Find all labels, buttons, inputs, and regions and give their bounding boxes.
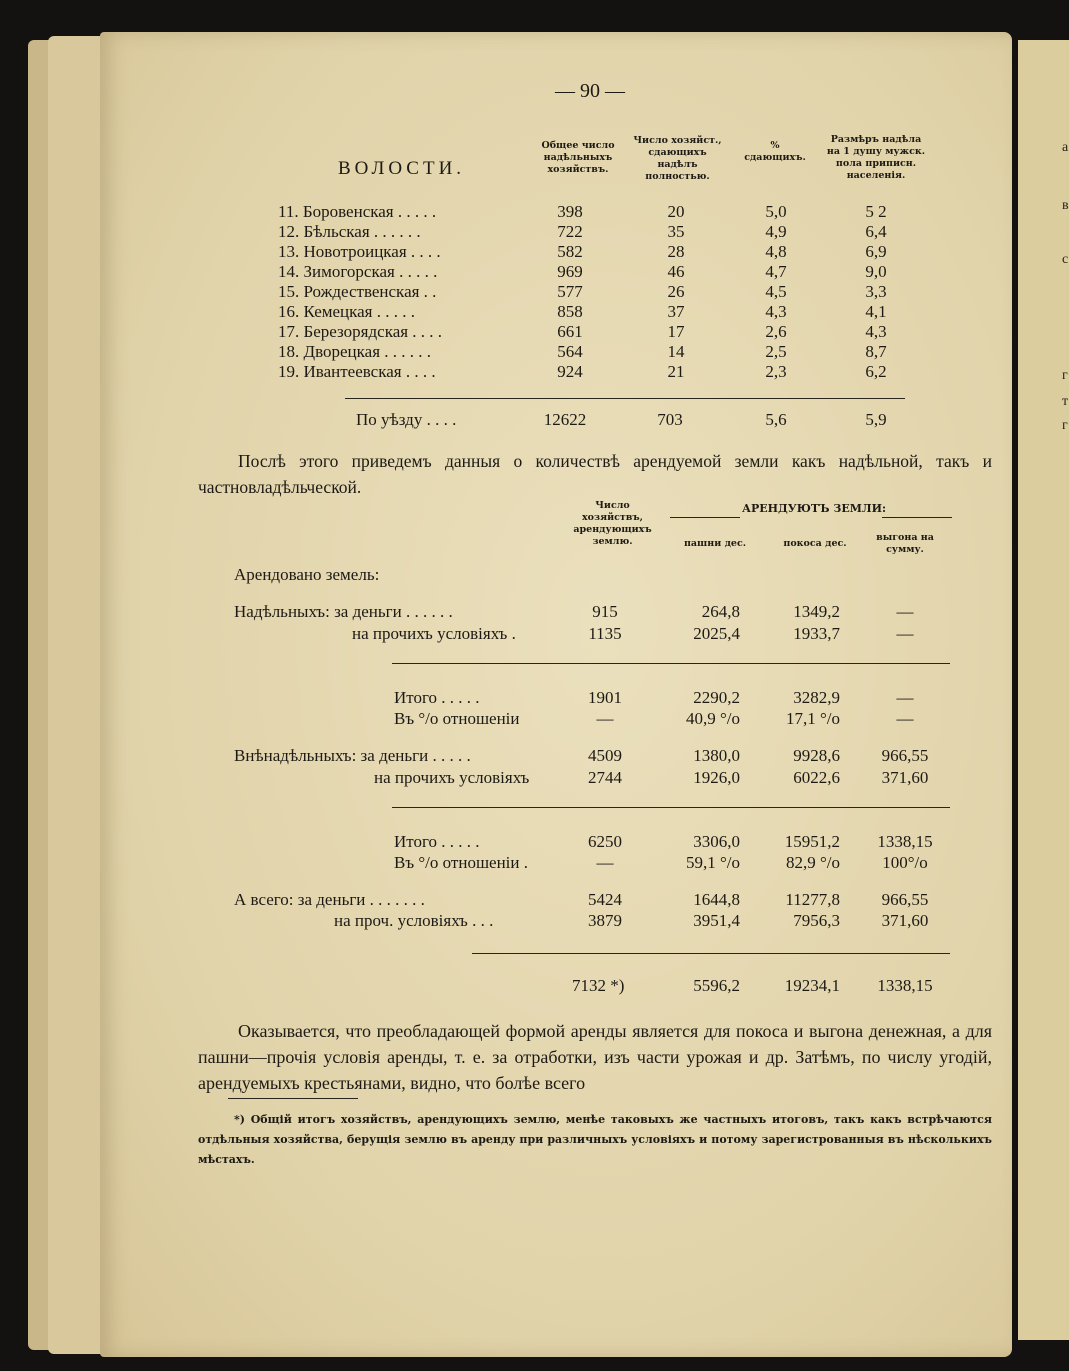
cell-size: 6,2 <box>865 362 887 381</box>
cell-size: 5,9 <box>865 410 887 429</box>
row-name: 15. Рождественская . . <box>278 282 437 301</box>
cell-hay: 19234,1 <box>784 976 840 995</box>
cell-pct: 2,6 <box>765 322 787 341</box>
table-row <box>0 602 1069 622</box>
table-row <box>0 242 1069 262</box>
cell-households: 915 <box>592 602 618 621</box>
cell-hay: 17,1 °/о <box>785 709 840 728</box>
cell-pasture: — <box>896 602 914 621</box>
row-label: на проч. условіяхъ . . . <box>334 911 494 930</box>
table2-header-pasture: выгона на сумму. <box>876 532 934 555</box>
cell-households: 3879 <box>588 911 622 930</box>
margin-char: г <box>1062 368 1068 383</box>
intro-paragraph: Послѣ этого приведемъ данныя о количествѣ арендуемой земли какъ надѣльной, такъ и частновладѣльческой. <box>198 451 992 497</box>
cell-pasture: 1338,15 <box>877 976 933 995</box>
cell-pasture: 966,55 <box>881 890 929 909</box>
row-name: 18. Дворецкая . . . . . . <box>278 342 432 361</box>
row-label: Въ °/о отношеніи . <box>394 853 529 872</box>
cell-hay: 3282,9 <box>793 688 840 707</box>
table2-rule <box>392 663 950 664</box>
cell-size: 3,3 <box>865 282 887 301</box>
table2-rule <box>472 953 950 954</box>
cell-size: 6,9 <box>865 242 887 261</box>
row-name: 14. Зимогорская . . . . . <box>278 262 438 281</box>
cell-pct: 4,7 <box>765 262 787 281</box>
cell-hay: 9928,6 <box>793 746 840 765</box>
cell-pasture: 371,60 <box>881 768 929 787</box>
cell-arable: 5596,2 <box>693 976 740 995</box>
margin-char: с <box>1062 252 1069 267</box>
cell-total: 398 <box>557 202 583 221</box>
table-row <box>0 746 1069 766</box>
cell-pct: 4,3 <box>765 302 787 321</box>
cell-size: 4,1 <box>865 302 887 321</box>
cell-leasing: 26 <box>667 282 685 301</box>
table2-rule <box>392 807 950 808</box>
cell-arable: 2290,2 <box>693 688 740 707</box>
cell-leasing: 703 <box>657 410 683 429</box>
cell-size: 6,4 <box>865 222 887 241</box>
cell-pasture: — <box>896 624 914 643</box>
row-name: 19. Ивантеевская . . . . <box>278 362 436 381</box>
margin-char: г <box>1062 418 1068 433</box>
table-row <box>0 709 1069 729</box>
cell-total: 924 <box>557 362 583 381</box>
table1-header-size: Размѣръ надѣла на 1 душу мужск. пола приписн. населенія. <box>826 134 926 181</box>
table-row <box>0 222 1069 242</box>
cell-total: 661 <box>557 322 583 341</box>
table-row <box>0 322 1069 342</box>
cell-leasing: 28 <box>667 242 685 261</box>
cell-hay: 82,9 °/о <box>785 853 840 872</box>
cell-arable: 1380,0 <box>693 746 740 765</box>
cell-pasture: — <box>896 688 914 707</box>
cell-total: 582 <box>557 242 583 261</box>
cell-leasing: 20 <box>667 202 685 221</box>
cell-pct: 2,5 <box>765 342 787 361</box>
cell-arable: 3306,0 <box>693 832 740 851</box>
cell-size: 5 2 <box>865 202 887 221</box>
cell-arable: 3951,4 <box>693 911 740 930</box>
table-row <box>0 911 1069 931</box>
cell-households: 5424 <box>588 890 622 909</box>
cell-total: 564 <box>557 342 583 361</box>
cell-arable: 40,9 °/о <box>685 709 740 728</box>
table-row <box>0 688 1069 708</box>
footnote-rule <box>228 1098 358 1099</box>
cell-leasing: 21 <box>667 362 685 381</box>
cell-hay: 1933,7 <box>793 624 840 643</box>
table-row <box>0 302 1069 322</box>
cell-leasing: 17 <box>667 322 685 341</box>
cell-hay: 15951,2 <box>784 832 840 851</box>
cell-arable: 264,8 <box>701 602 740 621</box>
margin-char: а <box>1062 140 1069 155</box>
table1-total-rule <box>345 398 905 399</box>
table-row <box>0 832 1069 852</box>
table-row <box>0 976 1069 996</box>
cell-leasing: 35 <box>667 222 685 241</box>
page-number: — 90 — <box>555 80 625 102</box>
table-row <box>0 282 1069 302</box>
cell-leasing: 14 <box>667 342 685 361</box>
row-name: 12. Бѣльская . . . . . . <box>278 222 421 241</box>
row-label: Итого . . . . . <box>394 832 480 851</box>
cell-arable: 1644,8 <box>693 890 740 909</box>
cell-pct: 4,5 <box>765 282 787 301</box>
cell-leasing: 46 <box>667 262 685 281</box>
table1-header-leasing: Число хозяйст., сдающихъ надѣлъ полностью. <box>633 135 722 182</box>
cell-pct: 5,0 <box>765 202 787 221</box>
cell-pasture: 966,55 <box>881 746 929 765</box>
total-row-name: По уѣзду . . . . <box>356 410 457 429</box>
cell-total: 858 <box>557 302 583 321</box>
table2-group-brace-left <box>670 517 740 518</box>
cell-size: 4,3 <box>865 322 887 341</box>
cell-households: 6250 <box>588 832 622 851</box>
margin-char: т <box>1062 394 1069 409</box>
row-label: А всего: за деньги . . . . . . . <box>234 890 425 909</box>
table2-header-hay: покоса дес. <box>783 538 847 549</box>
cell-households: — <box>596 853 614 872</box>
cell-total: 722 <box>557 222 583 241</box>
table-row <box>0 262 1069 282</box>
cell-leasing: 37 <box>667 302 685 321</box>
table2-section-title: Арендовано земель: <box>234 565 380 584</box>
row-name: 11. Боровенская . . . . . <box>278 202 437 221</box>
table1-total-row <box>0 410 1069 430</box>
row-name: 17. Березорядская . . . . <box>278 322 443 341</box>
table1-header-total: Общее число надѣльныхъ хозяйствъ. <box>541 140 615 175</box>
cell-hay: 6022,6 <box>793 768 840 787</box>
cell-pct: 2,3 <box>765 362 787 381</box>
cell-size: 9,0 <box>865 262 887 281</box>
cell-pasture: 100°/о <box>882 853 928 872</box>
margin-char: в <box>1062 198 1069 213</box>
cell-pct: 4,9 <box>765 222 787 241</box>
row-label: Надѣльныхъ: за деньги . . . . . . <box>234 602 453 621</box>
cell-households: 2744 <box>588 768 622 787</box>
cell-hay: 7956,3 <box>793 911 840 930</box>
table-row <box>0 202 1069 222</box>
cell-total: 969 <box>557 262 583 281</box>
cell-households: 1901 <box>588 688 622 707</box>
footnote: *) Общій итогъ хозяйствъ, арендующихъ землю, менѣе таковыхъ же частныхъ итоговъ, такъ какъ встрѣчаются отдѣльныя хозяйства, берущія землю въ аренду при различныхъ условіяхъ и потому зарегистрованныя въ нѣсколькихъ мѣстахъ. <box>198 1113 992 1166</box>
cell-households: — <box>596 709 614 728</box>
cell-total: 577 <box>557 282 583 301</box>
table-row <box>0 342 1069 362</box>
row-name: 16. Кемецкая . . . . . <box>278 302 416 321</box>
table-row <box>0 624 1069 644</box>
row-label: на прочихъ условіяхъ . <box>352 624 516 643</box>
cell-households: 1135 <box>588 624 622 643</box>
cell-pasture: — <box>896 709 914 728</box>
row-label: Въ °/о отношеніи <box>394 709 520 728</box>
cell-size: 8,7 <box>865 342 887 361</box>
cell-pct: 4,8 <box>765 242 787 261</box>
cell-pct: 5,6 <box>765 410 787 429</box>
table2-header-households: Число хозяйствъ, арендующихъ землю. <box>573 500 652 547</box>
cell-total: 12622 <box>543 410 587 429</box>
table1-header-pct: % сдающихъ. <box>744 140 806 163</box>
cell-pasture: 1338,15 <box>877 832 933 851</box>
cell-arable: 1926,0 <box>693 768 740 787</box>
cell-households: 7132 *) <box>572 976 625 995</box>
row-label: Итого . . . . . <box>394 688 480 707</box>
table2-group-brace-right <box>882 517 952 518</box>
cell-pasture: 371,60 <box>881 911 929 930</box>
cell-arable: 59,1 °/о <box>685 853 740 872</box>
cell-households: 4509 <box>588 746 622 765</box>
row-label: на прочихъ условіяхъ <box>374 768 530 787</box>
table1-header-volosti: ВОЛОСТИ. <box>338 158 466 179</box>
table-row <box>0 853 1069 873</box>
cell-arable: 2025,4 <box>693 624 740 643</box>
table2-header-arable: пашни дес. <box>683 538 747 549</box>
cell-hay: 1349,2 <box>793 602 840 621</box>
row-label: Внѣнадѣльныхъ: за деньги . . . . . <box>234 746 471 765</box>
table-row <box>0 768 1069 788</box>
row-name: 13. Новотроицкая . . . . <box>278 242 441 261</box>
table-row <box>0 890 1069 910</box>
cell-hay: 11277,8 <box>785 890 840 909</box>
table-row <box>0 362 1069 382</box>
conclusion-paragraph: Оказывается, что преобладающей формой аренды является для покоса и выгона денежная, а для пашни—прочія условія аренды, т. е. за отработки, изъ части урожая и др. Затѣмъ, по числу угодій, арендуемыхъ крестьянами, видно, что болѣе всего <box>198 1021 992 1093</box>
table2-header-group: АРЕНДУЮТЪ ЗЕМЛИ: <box>742 502 887 515</box>
